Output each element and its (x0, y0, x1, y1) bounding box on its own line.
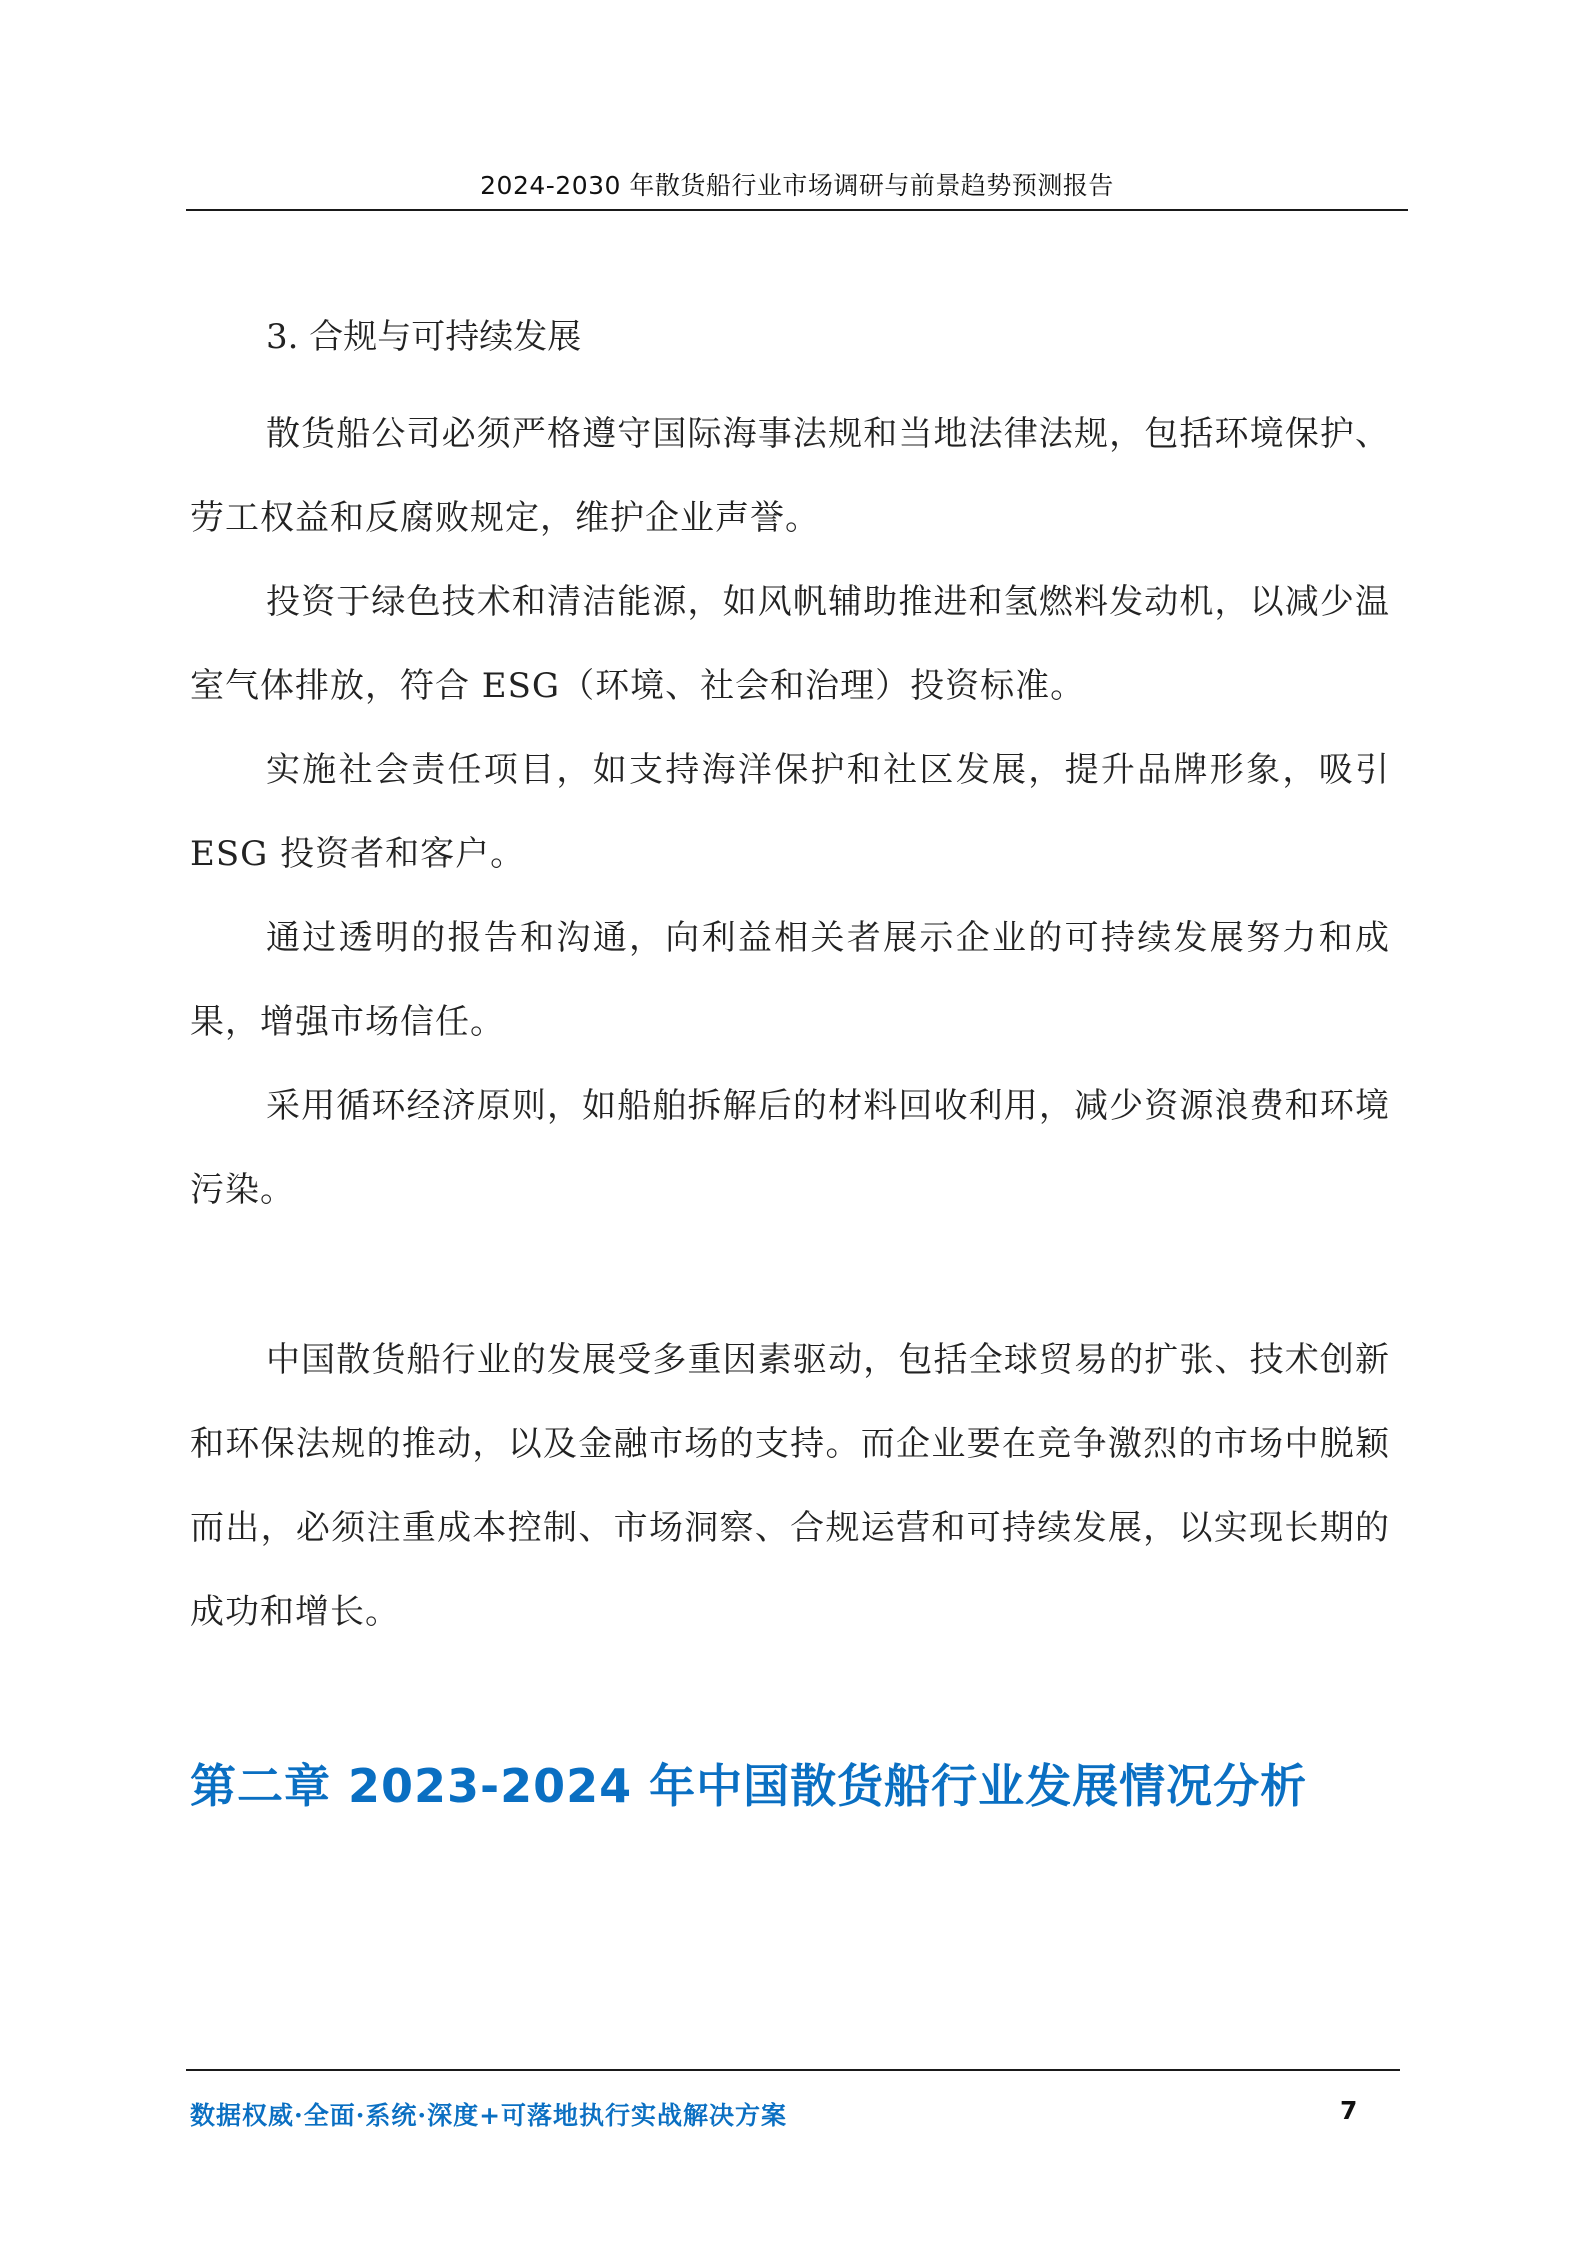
section-heading: 3. 合规与可持续发展 (266, 317, 582, 357)
page-body (190, 310, 1390, 1654)
chapter-title: 第二章 2023-2024 年中国散货船行业发展情况分析 (190, 1759, 1308, 1813)
summary-paragraph: 中国散货船行业的发展受多重因素驱动，包括全球贸易的扩张、技术创新和环保法规的推动，以及金融市场的支持。而企业要在竞争激烈的市场中脱颖而出，必须注重成本控制、市场洞察、合规运营和可持续发展，以实现长期的成功和增长。 (190, 1340, 1390, 1632)
footer-divider (186, 2069, 1400, 2071)
body-paragraph: 通过透明的报告和沟通，向利益相关者展示企业的可持续发展努力和成果，增强市场信任。 (190, 918, 1390, 1042)
body-paragraph: 采用循环经济原则，如船舶拆解后的材料回收利用，减少资源浪费和环境污染。 (190, 1086, 1390, 1210)
page-number: 7 (1340, 2096, 1358, 2125)
body-paragraph: 实施社会责任项目，如支持海洋保护和社区发展，提升品牌形象，吸引 ESG 投资者和客户。 (190, 750, 1390, 874)
body-paragraph: 散货船公司必须严格遵守国际海事法规和当地法律法规，包括环境保护、劳工权益和反腐败规定，维护企业声誉。 (190, 414, 1390, 538)
body-paragraph: 投资于绿色技术和清洁能源，如风帆辅助推进和氢燃料发动机，以减少温室气体排放，符合 ESG（环境、社会和治理）投资标准。 (190, 582, 1390, 706)
footer-slogan: 数据权威·全面·系统·深度+可落地执行实战解决方案 (190, 2101, 788, 2130)
header-divider (186, 209, 1408, 211)
report-header-title: 2024-2030 年散货船行业市场调研与前景趋势预测报告 (480, 171, 1114, 200)
